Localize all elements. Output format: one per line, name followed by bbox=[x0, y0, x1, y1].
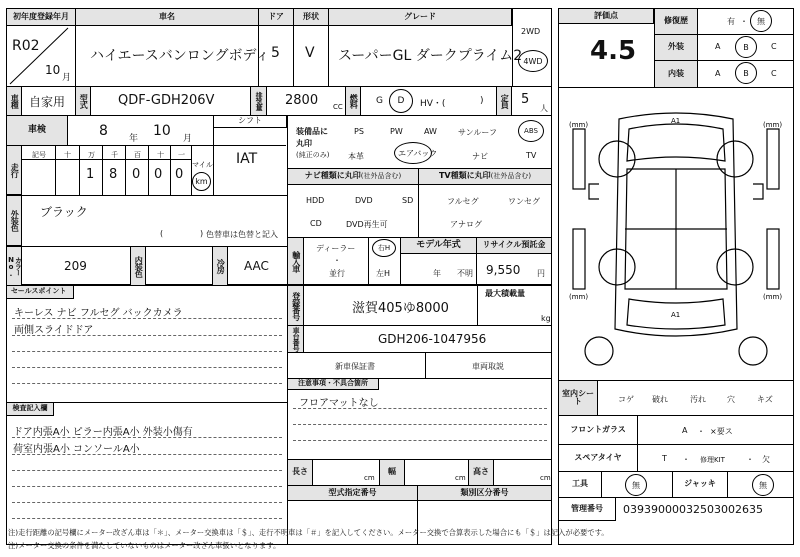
tv-analog: アナログ bbox=[450, 220, 482, 229]
equip-header-2: 丸印 bbox=[296, 139, 312, 148]
mile-label: マイル bbox=[192, 161, 213, 169]
mileage-digit-3: 0 bbox=[132, 167, 141, 182]
inspection-month: 10 bbox=[153, 123, 171, 139]
first-reg-header: 初年度登録年月 bbox=[6, 8, 76, 26]
seat-dirt: 汚れ bbox=[690, 395, 706, 404]
displacement-value: 2800 bbox=[285, 93, 319, 108]
usage-header: 車種 bbox=[6, 86, 22, 116]
recycle-header: リサイクル預託金 bbox=[476, 237, 552, 254]
spare-header: スペアタイヤ bbox=[558, 444, 638, 472]
car-name: ハイエースバンロングボディ bbox=[90, 48, 270, 64]
diagram-mm-4: (mm) bbox=[763, 293, 783, 301]
interior-seat-header: 室内シート bbox=[558, 380, 598, 416]
equip-abs-circled: ABS bbox=[518, 120, 544, 142]
score-header: 評価点 bbox=[558, 8, 654, 24]
import-parallel: 並行 bbox=[329, 269, 345, 278]
equip-sunroof: サンルーフ bbox=[458, 128, 497, 137]
height-header: 高さ bbox=[468, 459, 494, 486]
first-reg-year: R02 bbox=[12, 38, 40, 54]
repair-header: 修復歴 bbox=[654, 8, 698, 35]
import-right-circled: 右H bbox=[372, 239, 396, 257]
spare-sep-1: ・ bbox=[682, 455, 690, 464]
repair-sep: ・ bbox=[740, 17, 748, 26]
jack-header: ジャッキ bbox=[672, 471, 728, 498]
seat-hole: 穴 bbox=[727, 395, 735, 404]
inspection-year-unit: 年 bbox=[129, 134, 139, 144]
color-no-value: 209 bbox=[64, 259, 87, 273]
int-b-circled: B bbox=[735, 62, 757, 84]
equip-navi: ナビ bbox=[472, 152, 488, 161]
model-header: 型式 bbox=[75, 86, 91, 116]
tv-fullseg: フルセグ bbox=[447, 197, 479, 206]
chassis-header: 車台番号 bbox=[287, 325, 304, 353]
glass-header: フロントガラス bbox=[558, 415, 638, 445]
spare-t: T bbox=[662, 454, 667, 463]
fuel-g: G bbox=[376, 96, 383, 106]
import-dealer: ディーラー bbox=[316, 244, 356, 253]
inspection-year: 8 bbox=[99, 123, 108, 139]
mileage-digit-2: 8 bbox=[109, 167, 118, 182]
sales-block bbox=[6, 285, 288, 403]
chassis-value: GDH206-1047956 bbox=[378, 332, 487, 346]
diagram-mm-2: (mm) bbox=[763, 121, 783, 129]
recycle-value: 9,550 bbox=[486, 263, 521, 277]
inspector-header: 検査記入欄 bbox=[6, 402, 54, 416]
equip-header-1: 装備品に bbox=[296, 127, 328, 136]
color-note-open: ( bbox=[160, 229, 164, 238]
month-unit: 月 bbox=[62, 73, 72, 83]
equip-pw: PW bbox=[390, 127, 403, 136]
import-dot: ・ bbox=[333, 256, 341, 265]
usage-value: 自家用 bbox=[29, 95, 66, 109]
nav-dvd-play: DVD再生可 bbox=[346, 220, 388, 229]
model-year-unit: 年 bbox=[433, 269, 441, 278]
cc-unit: CC bbox=[333, 103, 343, 111]
mileage-digit-4: 0 bbox=[154, 167, 163, 182]
tools-value-circled: 無 bbox=[625, 474, 647, 496]
km-circled: km bbox=[192, 172, 211, 191]
capacity-value: 5 bbox=[521, 92, 530, 107]
car-diagram bbox=[559, 89, 793, 379]
notes-block bbox=[287, 378, 552, 460]
door-header: ドア bbox=[258, 8, 294, 26]
model-year-unknown: 不明 bbox=[457, 269, 473, 278]
type-no-header: 型式指定番号 bbox=[287, 485, 418, 501]
glass-x: ×要ス bbox=[710, 427, 733, 436]
person-unit: 人 bbox=[540, 104, 548, 113]
mgmt-value: 0393900003250300263​5 bbox=[623, 503, 763, 516]
mileage-col-6: 一 bbox=[178, 151, 185, 159]
seat-burn: コゲ bbox=[618, 395, 634, 404]
dims-block bbox=[287, 459, 552, 486]
seat-tear: 破れ bbox=[652, 395, 668, 404]
glass-sep: ・ bbox=[697, 427, 705, 436]
shift-header: シフト bbox=[213, 115, 287, 128]
ext-a: A bbox=[715, 42, 721, 51]
first-reg-month: 10 bbox=[45, 63, 61, 77]
diagram-mm-1: (mm) bbox=[569, 121, 589, 129]
sales-line-2: 両側スライドドア bbox=[14, 325, 94, 336]
shift-value: IAT bbox=[236, 151, 258, 167]
mileage-col-3: 千 bbox=[111, 151, 118, 159]
mileage-digit-5: 0 bbox=[175, 167, 184, 182]
color-no-header: カラーNo. bbox=[6, 246, 22, 286]
tv-type-header bbox=[418, 168, 552, 185]
notes-header: 注意事項・不具合箇所 bbox=[287, 378, 379, 390]
ext-c: C bbox=[771, 42, 777, 51]
mileage-sym-header: 記号 bbox=[32, 151, 46, 159]
mileage-col-2: 万 bbox=[88, 151, 95, 159]
drive-2wd: 2WD bbox=[521, 27, 541, 36]
equip-airbag-circled: エアバック bbox=[394, 142, 432, 164]
footer-note-2: 注)メーター交換の条件を満たしていないものはメーター改ざん車扱いとなります。 bbox=[8, 541, 281, 550]
inspection-header: 車検 bbox=[6, 115, 68, 146]
recycle-unit: 円 bbox=[537, 269, 545, 278]
fuel-header: 燃料 bbox=[345, 86, 361, 116]
width-unit: cm bbox=[455, 474, 466, 482]
mileage-col-1: 十 bbox=[64, 151, 71, 159]
seat-scratch: キズ bbox=[757, 395, 773, 404]
exterior-header: 外装 bbox=[654, 34, 698, 61]
inspector-line-2: 荷室内張A小 コンソールA小 bbox=[13, 444, 140, 455]
diagram-a1-rear: A1 bbox=[671, 311, 681, 319]
tools-header: 工具 bbox=[558, 471, 602, 498]
glass-a: A bbox=[682, 426, 688, 435]
spare-kit: 修理KIT bbox=[700, 456, 725, 464]
spare-none: 欠 bbox=[762, 455, 770, 464]
max-load-header: 最大積載量 bbox=[485, 289, 525, 298]
repair-yes: 有 bbox=[727, 17, 735, 26]
sales-header: セールスポイント bbox=[6, 285, 74, 299]
import-header: 輸入車 bbox=[287, 237, 304, 285]
mileage-digit-1: 1 bbox=[86, 167, 95, 182]
nav-type-header bbox=[287, 168, 419, 185]
color-value: ブラック bbox=[40, 205, 88, 219]
equip-ps: PS bbox=[354, 127, 364, 136]
nav-cd: CD bbox=[310, 219, 322, 228]
length-header: 長さ bbox=[287, 459, 313, 486]
mileage-col-5: 十 bbox=[157, 151, 164, 159]
equip-aw: AW bbox=[424, 127, 437, 136]
notes-value: フロアマットなし bbox=[299, 398, 379, 409]
capacity-header: 定員 bbox=[496, 86, 512, 116]
nav-type-title: ナビ種類に丸印 bbox=[304, 171, 361, 181]
grade-value: スーパーGL ダークプライム2 bbox=[338, 48, 523, 64]
tv-type-sub: (社外品含む) bbox=[490, 171, 532, 180]
reg-value: 滋賀405ゆ8000 bbox=[352, 301, 449, 316]
sales-line-1: キーレス ナビ フルセグ バックカメラ bbox=[14, 308, 183, 319]
model-year-header: モデル年式 bbox=[400, 237, 477, 254]
kg-unit: kg bbox=[541, 314, 551, 323]
grade-header: グレード bbox=[328, 8, 512, 26]
nav-type-sub: (社外品含む) bbox=[360, 171, 402, 180]
model-value: QDF-GDH206V bbox=[118, 93, 215, 108]
score-value: 4.5 bbox=[590, 36, 637, 66]
color-header: 外装色 bbox=[6, 195, 22, 246]
ac-header: 冷房 bbox=[212, 246, 228, 286]
tv-oneseg: ワンセグ bbox=[508, 197, 540, 206]
spare-sep-2: ・ bbox=[746, 455, 754, 464]
tv-type-title: TV種類に丸印 bbox=[438, 171, 491, 181]
footer-note-1: 注)走行距離の記号欄にメーター改ざん車は「＊」、メーター交換車は「＄」、走行不明車は「＃」を記入してください。メーター交換で合算表示した場合にも「＄」は記入が必要です。 bbox=[8, 528, 609, 537]
door-count: 5 bbox=[271, 45, 280, 61]
color-note-close: ) bbox=[200, 229, 204, 238]
equip-tv: TV bbox=[526, 151, 537, 160]
inspection-month-unit: 月 bbox=[183, 134, 193, 144]
class-no-header: 類別区分番号 bbox=[417, 485, 552, 501]
length-unit: cm bbox=[364, 474, 375, 482]
jack-value-circled: 無 bbox=[752, 474, 774, 496]
color-note: 色替車は色替と記入 bbox=[206, 230, 278, 239]
diagram-mm-3: (mm) bbox=[569, 293, 589, 301]
height-unit: cm bbox=[540, 474, 551, 482]
diagram-a1-front: A1 bbox=[671, 117, 681, 125]
shape-header: 形状 bbox=[293, 8, 329, 26]
int-a: A bbox=[715, 69, 721, 78]
reg-header: 登録番号 bbox=[287, 285, 304, 326]
nav-dvd: DVD bbox=[355, 196, 373, 205]
mgmt-header: 管理番号 bbox=[558, 497, 616, 521]
nav-sd: SD bbox=[402, 196, 414, 205]
mileage-header: 走行 bbox=[6, 145, 22, 195]
nav-hdd: HDD bbox=[306, 196, 325, 205]
repair-no-circled: 無 bbox=[750, 10, 772, 32]
ext-b-circled: B bbox=[735, 36, 757, 58]
width-header: 幅 bbox=[379, 459, 405, 486]
shape-value: V bbox=[305, 45, 315, 61]
equip-leather: 本革 bbox=[348, 152, 364, 161]
ac-value: AAC bbox=[244, 259, 269, 273]
car-name-header: 車名 bbox=[75, 8, 259, 26]
warranty-block bbox=[287, 352, 552, 379]
interior-score-header: 内装 bbox=[654, 60, 698, 88]
fuel-d-circled: D bbox=[389, 89, 413, 113]
import-left: 左H bbox=[376, 269, 391, 278]
displacement-header: 排気量 bbox=[250, 86, 267, 116]
equip-header-3: (純正のみ) bbox=[296, 151, 330, 159]
fuel-close: ) bbox=[480, 96, 484, 106]
drive-4wd-circled: 4WD bbox=[518, 50, 548, 72]
warranty-label: 新車保証書 bbox=[335, 362, 375, 371]
manual-label: 車両取説 bbox=[472, 362, 504, 371]
mileage-col-4: 百 bbox=[134, 151, 141, 159]
fuel-hv: HV・( bbox=[420, 99, 446, 109]
interior-color-header: 内装色 bbox=[130, 246, 146, 286]
int-c: C bbox=[771, 69, 777, 78]
inspector-line-1: ドア内張A小 ピラー内張A小 外装小傷有 bbox=[13, 427, 193, 438]
